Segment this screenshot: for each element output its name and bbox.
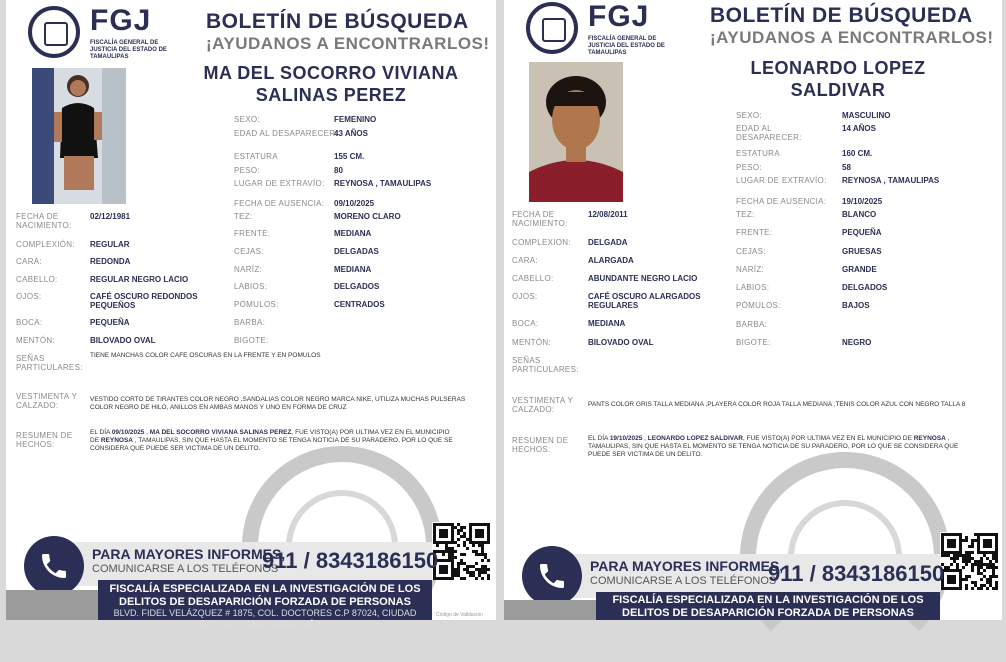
qr-module: [442, 553, 445, 556]
summary-label: RESUMEN DE HECHOS:: [16, 431, 73, 449]
more-info-text: PARA MAYORES INFORMES,: [92, 546, 286, 562]
qr-code-icon[interactable]: [432, 522, 490, 580]
call-text: COMUNICARSE A LOS TELÉFONOS: [590, 575, 777, 587]
weight-label: PESO:: [736, 163, 762, 172]
clothing-label: VESTIMENTA Y CALZADO:: [512, 396, 574, 414]
hair-value: ABUNDANTE NEGRO LACIO: [588, 274, 698, 283]
clothing-label: VESTIMENTA Y CALZADO:: [16, 392, 78, 410]
qr-module: [962, 566, 965, 569]
cheekbones-value: BAJOS: [842, 301, 870, 310]
birth-date-label: FECHA DE NACIMIENTO:: [16, 212, 72, 230]
sex-label: SEXO:: [736, 111, 762, 120]
lips-value: DELGADOS: [842, 283, 888, 292]
fgj-seal-logo: [526, 2, 578, 54]
phone-number[interactable]: 911 / 8343186150: [768, 561, 945, 586]
qr-module: [965, 539, 968, 542]
qr-module: [445, 535, 448, 538]
qr-module: [983, 569, 986, 572]
forehead-label: FRENTE:: [736, 228, 773, 237]
qr-module: [989, 545, 992, 548]
qr-module: [956, 557, 959, 560]
face-value: ALARGADA: [588, 256, 634, 265]
office-name: FISCALÍA ESPECIALIZADA EN LA INVESTIGACIÓN DE LOS DELITOS DE DESAPARICIÓN FORZADA DE PERSONAS: [109, 583, 421, 608]
build-value: DELGADA: [588, 238, 628, 247]
qr-module: [959, 587, 962, 590]
qr-module: [995, 560, 998, 563]
qr-module: [463, 526, 466, 529]
absence-date-value: 19/10/2025: [842, 197, 883, 206]
place-label: LUGAR DE EXTRAVÍO:: [234, 179, 325, 188]
marks-label: SEÑAS PARTICULARES:: [512, 356, 579, 374]
qr-module: [980, 578, 983, 581]
height-value: 160 CM.: [842, 149, 873, 158]
nose-label: NARÍZ:: [234, 265, 263, 274]
height-label: ESTATURA: [736, 149, 780, 158]
hair-label: CABELLO:: [16, 275, 58, 284]
cheekbones-value: CENTRADOS: [334, 300, 385, 309]
mustache-label: BIGOTE:: [736, 338, 771, 347]
qr-module: [971, 587, 974, 590]
face-label: CARA:: [512, 256, 538, 265]
qr-module: [481, 535, 484, 538]
eyes-value: CAFÉ OSCURO ALARGADOS REGULARES: [588, 292, 701, 310]
org-fullname: FISCALÍA GENERAL DE JUSTICIA DEL ESTADO DE TAMAULIPAS: [588, 36, 665, 56]
qr-module: [487, 559, 490, 562]
missing-person-photo: [32, 68, 126, 204]
forehead-label: FRENTE:: [234, 229, 271, 238]
qr-module: [481, 559, 484, 562]
birth-date-label: FECHA DE NACIMIENTO:: [512, 210, 568, 228]
place-label: LUGAR DE EXTRAVÍO:: [736, 176, 827, 185]
forehead-value: MEDIANA: [334, 229, 372, 238]
summary-value: EL DÍA 09/10/2025 , MA DEL SOCORRO VIVIANA SALINAS PEREZ, FUE VISTO(A) POR ULTIMA VEZ EN EL MUNICIPIO DE REYNOSA , TAMAULIPAS, SIN QUE HASTA EL MOMENTO SE TENGA NOTICIA DE SU PARADERO, POR LO QUE SE CONSIDERA QUE PUEDE SER VICTIMA DE UN DELITO.: [90, 429, 453, 452]
office-address: BLVD. FIDEL VELÁZQUEZ # 1875, COL. DOCTORES C.P 87024, CIUDAD VICTORIA, TAMAULIPAS, MÉXICO: [113, 608, 417, 629]
sex-label: SEXO:: [234, 115, 260, 124]
phone-badge: [522, 546, 582, 606]
absence-date-label: FECHA DE AUSENCIA:: [736, 197, 827, 206]
qr-module: [995, 587, 998, 590]
missing-person-name: MA DEL SOCORRO VIVIANA SALINAS PEREZ: [203, 63, 459, 105]
search-bulletin-2: [504, 0, 1002, 620]
qr-module: [481, 577, 484, 580]
birth-date-value: 02/12/1981: [90, 212, 131, 221]
marks-label: SEÑAS PARTICULARES:: [16, 354, 83, 372]
forehead-value: PEQUEÑA: [842, 228, 882, 237]
place-value: REYNOSA , TAMAULIPAS: [842, 176, 940, 185]
qr-module: [986, 587, 989, 590]
qr-module: [995, 575, 998, 578]
qr-module: [965, 563, 968, 566]
missing-person-name: LEONARDO LOPEZ SALDIVAR: [750, 58, 926, 100]
eyebrows-label: CEJAS:: [234, 247, 264, 256]
office-footer: [98, 580, 432, 629]
skin-value: MORENO CLARO: [334, 212, 401, 221]
mustache-value: NEGRO: [842, 338, 872, 347]
footer-gray-strip: [504, 600, 596, 620]
fgj-seal-logo: [28, 6, 80, 58]
age-value: 43 AÑOS: [334, 129, 368, 138]
eyebrows-label: CEJAS:: [736, 247, 766, 256]
bulletin-title: BOLETÍN DE BÚSQUEDA: [710, 4, 973, 27]
lips-label: LABIOS:: [736, 283, 770, 292]
chin-label: MENTÓN:: [16, 336, 55, 345]
bulletin-subtitle: ¡AYUDANOS A ENCONTRARLOS!: [206, 34, 490, 53]
qr-module: [487, 577, 490, 580]
qr-module: [980, 587, 983, 590]
build-value: REGULAR: [90, 240, 130, 249]
sex-value: FEMENINO: [334, 115, 377, 124]
weight-label: PESO:: [234, 166, 260, 175]
clothing-value: VESTIDO CORTO DE TIRANTES COLOR NEGRO ,SANDALIAS COLOR NEGRO MARCA NIKE, UTILIZA MUCHAS PULSERAS COLOR NEGRO DE HILO, ANILLOS EN AMBAS MANOS Y UNO EN FORMA DE CRUZ: [90, 396, 466, 411]
eyes-label: OJOS:: [512, 292, 538, 301]
skin-label: TEZ:: [736, 210, 755, 219]
org-acronym: FGJ: [588, 0, 650, 33]
qr-module: [953, 581, 956, 584]
summary-label: RESUMEN DE HECHOS:: [512, 436, 569, 454]
phone-number[interactable]: 911 / 8343186150: [262, 548, 439, 573]
cheekbones-label: PÓMULOS:: [736, 301, 781, 310]
mouth-label: BOCA:: [16, 318, 43, 327]
weight-value: 80: [334, 166, 343, 175]
phone-icon: [536, 560, 568, 592]
qr-module: [466, 547, 469, 550]
cheekbones-label: PÓMULOS:: [234, 300, 279, 309]
qr-module: [454, 550, 457, 553]
lips-value: DELGADOS: [334, 282, 380, 291]
build-label: COMPLEXION:: [512, 238, 571, 247]
place-value: REYNOSA , TAMAULIPAS: [334, 179, 432, 188]
eyes-label: OJOS:: [16, 292, 42, 301]
org-fullname: FISCALÍA GENERAL DE JUSTICIA DEL ESTADO DE TAMAULIPAS: [90, 40, 167, 60]
skin-value: BLANCO: [842, 210, 877, 219]
qr-module: [457, 544, 460, 547]
call-text: COMUNICARSE A LOS TELÉFONOS: [92, 563, 279, 575]
search-bulletin-1: [6, 0, 496, 629]
qr-module: [472, 544, 475, 547]
eyebrows-value: DELGADAS: [334, 247, 379, 256]
beard-label: BARBA:: [234, 318, 266, 327]
qr-module: [451, 577, 454, 580]
footer-gray-strip: [6, 590, 98, 620]
qr-module: [475, 562, 478, 565]
phone-badge: [24, 536, 84, 596]
office-name: FISCALÍA ESPECIALIZADA EN LA INVESTIGACIÓN DE LOS DELITOS DE DESAPARICIÓN FORZADA DE PERSONAS: [612, 594, 924, 619]
skin-label: TEZ:: [234, 212, 253, 221]
hair-label: CABELLO:: [512, 274, 554, 283]
bulletin-title: BOLETÍN DE BÚSQUEDA: [206, 10, 469, 33]
mouth-value: MEDIANA: [588, 319, 626, 328]
eyes-value: CAFÉ OSCURO REDONDOS PEQUEÑOS: [90, 292, 198, 310]
height-value: 155 CM.: [334, 152, 365, 161]
absence-date-label: FECHA DE AUSENCIA:: [234, 199, 325, 208]
absence-date-value: 09/10/2025: [334, 199, 375, 208]
qr-module: [971, 569, 974, 572]
summary-value: EL DÍA 19/10/2025 , LEONARDO LOPEZ SALDIVAR, FUE VISTO(A) POR ULTIMA VEZ EN EL MUNICIPIO DE REYNOSA , TAMAULIPAS, SIN QUE HASTA EL MOMENTO SE TENGA NOTICIA DE SU PARADERO, POR LO QUE SE CONSIDERA QUE PUEDE SER VICTIMA DE UN DELITO.: [588, 435, 959, 458]
mustache-label: BIGOTE:: [234, 336, 269, 345]
qr-module: [475, 577, 478, 580]
mouth-label: BOCA:: [512, 319, 539, 328]
org-acronym: FGJ: [90, 4, 152, 37]
qr-module: [971, 551, 974, 554]
face-label: CARA:: [16, 257, 42, 266]
age-label: EDAD AL DESAPARECER:: [736, 124, 802, 142]
qr-module: [950, 563, 953, 566]
chin-value: BILOVADO OVAL: [588, 338, 654, 347]
hair-value: REGULAR NEGRO LACIO: [90, 275, 189, 284]
qr-code-icon[interactable]: [940, 532, 998, 590]
qr-module: [463, 553, 466, 556]
qr-module: [971, 545, 974, 548]
weight-value: 58: [842, 163, 851, 172]
qr-module: [487, 568, 490, 571]
qr-module: [968, 575, 971, 578]
marks-value: TIENE MANCHAS COLOR CAFE OSCURAS EN LA FRENTE Y EN POMULOS: [90, 352, 321, 359]
face-value: REDONDA: [90, 257, 131, 266]
age-value: 14 AÑOS: [842, 124, 876, 133]
qr-module: [487, 541, 490, 544]
qr-module: [463, 577, 466, 580]
eyebrows-value: GRUESAS: [842, 247, 882, 256]
mouth-value: PEQUEÑA: [90, 318, 130, 327]
build-label: COMPLEXIÓN:: [16, 240, 75, 249]
missing-person-photo: [529, 62, 623, 202]
qr-module: [436, 544, 439, 547]
lips-label: LABIOS:: [234, 282, 268, 291]
nose-value: GRANDE: [842, 265, 877, 274]
sex-value: MASCULINO: [842, 111, 891, 120]
office-footer: [596, 592, 940, 620]
beard-label: BARBA:: [736, 320, 768, 329]
nose-value: MEDIANA: [334, 265, 372, 274]
chin-value: BILOVADO OVAL: [90, 336, 156, 345]
nose-label: NARÍZ:: [736, 265, 765, 274]
birth-date-value: 12/08/2011: [588, 210, 628, 219]
height-label: ESTATURA: [234, 152, 278, 161]
chin-label: MENTÓN:: [512, 338, 551, 347]
qr-module: [457, 538, 460, 541]
qr-module: [445, 571, 448, 574]
qr-module: [995, 566, 998, 569]
clothing-value: PANTS COLOR GRIS TALLA MEDIANA ,PLAYERA COLOR ROJA TALLA MEDIANA ,TENIS COLOR AZUL CON NEGRO TALLA 8: [588, 401, 966, 408]
qr-module: [454, 556, 457, 559]
validation-code-label: Código de Validación: [436, 612, 483, 618]
bulletin-subtitle: ¡AYUDANOS A ENCONTRARLOS!: [710, 28, 994, 47]
phone-icon: [38, 550, 70, 582]
qr-module: [953, 545, 956, 548]
qr-module: [965, 587, 968, 590]
age-label: EDAD AL DESAPARECER:: [234, 129, 338, 138]
qr-module: [965, 578, 968, 581]
more-info-text: PARA MAYORES INFORMES,: [590, 558, 784, 574]
